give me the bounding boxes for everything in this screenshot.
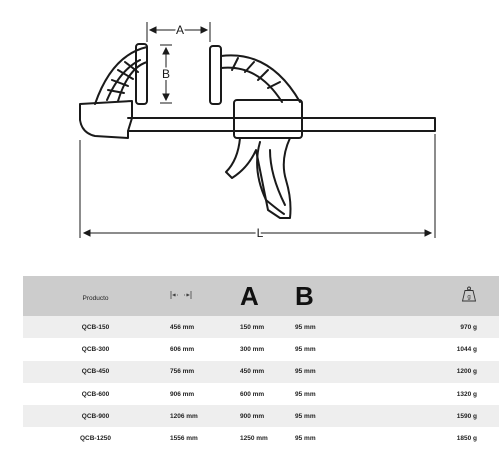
cell-spacer xyxy=(355,338,410,360)
table-row xyxy=(23,383,499,405)
cell-b: 95 mm xyxy=(295,383,355,405)
header-spacer xyxy=(355,276,410,316)
header-a xyxy=(240,276,295,316)
fixed-jaw-pad xyxy=(136,44,147,104)
cell-spacer xyxy=(355,427,410,449)
dimension-arrows-icon xyxy=(170,290,192,300)
header-b xyxy=(295,276,355,316)
header-length xyxy=(168,276,240,316)
dim-a-label: A xyxy=(175,23,185,37)
cell-length: 1556 mm xyxy=(168,427,240,449)
cell-spacer xyxy=(355,361,410,383)
cell-a: 1250 mm xyxy=(240,427,295,449)
header-product xyxy=(23,276,168,316)
cell-product: QCB-150 xyxy=(23,316,168,338)
table-row xyxy=(23,427,499,449)
cell-b: 95 mm xyxy=(295,405,355,427)
cell-weight: 1320 g xyxy=(410,383,499,405)
cell-a: 600 mm xyxy=(240,383,295,405)
cell-length: 456 mm xyxy=(168,316,240,338)
dim-b-label: B xyxy=(161,67,171,81)
cell-weight: 970 g xyxy=(410,316,499,338)
cell-length: 756 mm xyxy=(168,361,240,383)
cell-a: 900 mm xyxy=(240,405,295,427)
cell-product: QCB-450 xyxy=(23,361,168,383)
cell-b: 95 mm xyxy=(295,338,355,360)
cell-a: 150 mm xyxy=(240,316,295,338)
table-row xyxy=(23,316,499,338)
cell-weight: 1850 g xyxy=(410,427,499,449)
fixed-jaw xyxy=(80,101,132,138)
cell-product: QCB-900 xyxy=(23,405,168,427)
cell-b: 95 mm xyxy=(295,427,355,449)
cell-a: 300 mm xyxy=(240,338,295,360)
cell-length: 1206 mm xyxy=(168,405,240,427)
header-a-label: A xyxy=(240,280,259,311)
clamp-bar xyxy=(128,118,435,131)
cell-spacer xyxy=(355,405,410,427)
table-row xyxy=(23,361,499,383)
cell-product: QCB-600 xyxy=(23,383,168,405)
cell-length: 606 mm xyxy=(168,338,240,360)
cell-spacer xyxy=(355,383,410,405)
table-row xyxy=(23,338,499,360)
cell-product: QCB-1250 xyxy=(23,427,168,449)
cell-product: QCB-300 xyxy=(23,338,168,360)
spec-table xyxy=(23,276,499,450)
cell-weight: 1200 g xyxy=(410,361,499,383)
cell-weight: 1590 g xyxy=(410,405,499,427)
header-b-label: B xyxy=(295,280,314,311)
header-weight xyxy=(410,276,499,316)
header-product-label: Producto xyxy=(82,295,109,302)
cell-b: 95 mm xyxy=(295,316,355,338)
table-row xyxy=(23,405,499,427)
cell-a: 450 mm xyxy=(240,361,295,383)
weight-icon xyxy=(461,286,477,302)
cell-spacer xyxy=(355,316,410,338)
cell-length: 906 mm xyxy=(168,383,240,405)
cell-weight: 1044 g xyxy=(410,338,499,360)
movable-jaw-pad xyxy=(210,46,221,104)
cell-b: 95 mm xyxy=(295,361,355,383)
weight-unit-label: g xyxy=(467,294,471,300)
table-header-row xyxy=(23,276,499,316)
dim-l-label: L xyxy=(256,226,264,240)
